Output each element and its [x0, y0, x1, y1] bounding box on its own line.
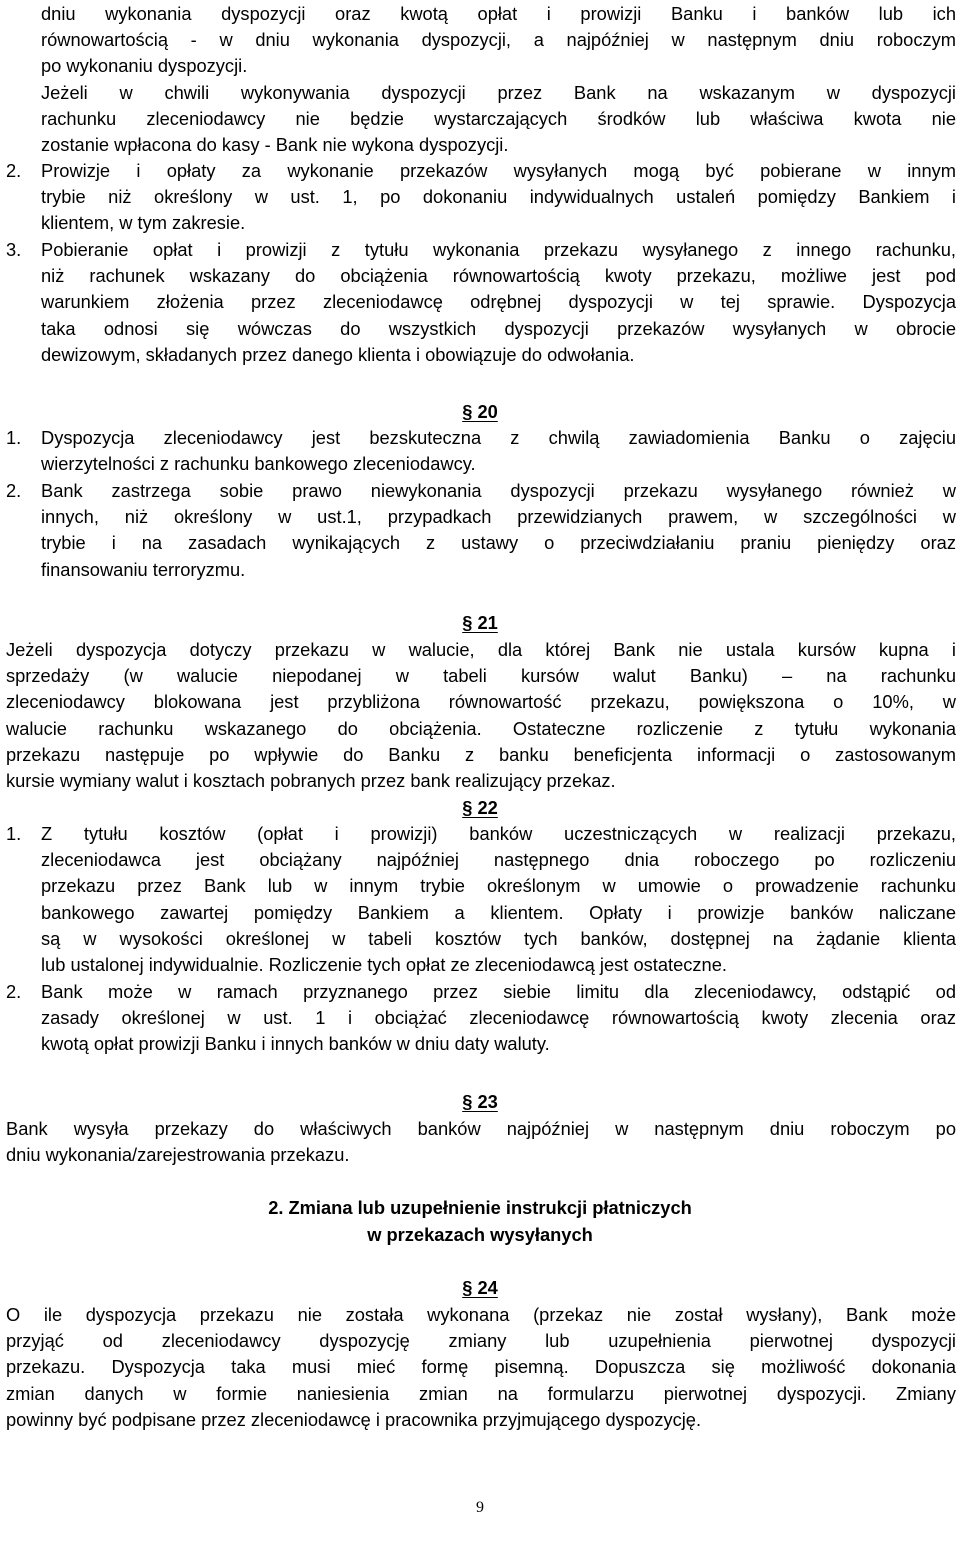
s20-item-1: [6, 425, 956, 477]
text-line: przekazu przez Bank lub w innym trybie określonym w umowie o prowadzenie rachunku: [41, 875, 956, 897]
item-number: 3.: [6, 239, 22, 260]
s22-item-1: [6, 821, 956, 978]
text-line: klientem, w tym zakresie.: [41, 212, 246, 234]
item-number: 1.: [6, 823, 22, 844]
text-line: dewizowym, składanych przez danego klienta i obowiązuje do odwołania.: [41, 343, 635, 365]
text-line: powinny być podpisane przez zleceniodawcę i pracownika przyjmującego dyspozycję.: [6, 1408, 702, 1430]
text-line: zmian danych w formie naniesienia zmian na formularzu pierwotnej dyspozycji. Zmiany: [6, 1382, 956, 1404]
text-line: równowartością - w dniu wykonania dyspozycji, a najpóźniej w następnym dniu roboczym: [41, 29, 956, 51]
text-line: przyjąć od zleceniodawcy dyspozycję zmiany lub uzupełnienia pierwotnej dyspozycji: [6, 1330, 956, 1352]
text-line: Prowizje i opłaty za wykonanie przekazów wysyłanych mogą być pobierane w innym: [41, 160, 956, 181]
text-line: sprzedaży (w walucie niepodanej w tabeli kursów walut Banku) – na rachunku: [6, 665, 956, 687]
text-line: wierzytelności z rachunku bankowego zleceniodawcy.: [41, 453, 476, 475]
text-line: trybie niż określony w ust. 1, po dokonaniu indywidualnych ustaleń pomiędzy Bankiem i: [41, 186, 956, 208]
text-line: Jeżeli w chwili wykonywania dyspozycji przez Bank na wskazanym w dyspozycji: [41, 81, 956, 103]
text-line: lub ustalonej indywidualnie. Rozliczenie tych opłat ze zleceniodawcą jest ostateczne.: [41, 954, 727, 976]
text-line: Pobieranie opłat i prowizji z tytułu wykonania przekazu wysyłanego z innego rachunku,: [41, 239, 956, 260]
heading-line: 2. Zmiana lub uzupełnienie instrukcji płatniczych: [268, 1197, 692, 1218]
s23-paragraph: [6, 1116, 956, 1168]
text-line: O ile dyspozycja przekazu nie została wykonana (przekaz nie został wysłany), Bank może: [6, 1304, 956, 1325]
text-line: innych, niż określony w ust.1, przypadkach przewidzianych prawem, w szczególności w: [41, 506, 956, 528]
text-line: przekazu. Dyspozycja taka musi mieć formę pisemną. Dopuszcza się możliwość dokonania: [6, 1356, 956, 1378]
text-line: dniu wykonania/zarejestrowania przekazu.: [6, 1144, 350, 1166]
list-item-3: [6, 237, 956, 368]
text-line: Bank zastrzega sobie prawo niewykonania dyspozycji przekazu wysyłanego również w: [41, 480, 956, 501]
section-title-24: § 24: [462, 1277, 498, 1298]
text-line: rachunku zleceniodawcy nie będzie wystarczających środków lub właściwa kwota nie: [41, 107, 956, 129]
list-item-2: [6, 158, 956, 237]
text-line: są w wysokości określonej w tabeli kosztów tych banków, dostępnej na żądanie klienta: [41, 927, 956, 949]
section-title-21: § 21: [462, 612, 498, 633]
section-title-20: § 20: [462, 401, 498, 422]
text-line: po wykonaniu dyspozycji.: [41, 55, 248, 77]
text-line: kwotą opłat prowizji Banku i innych banków w dniu daty waluty.: [41, 1033, 550, 1055]
text-line: zleceniodawca jest obciążany najpóźniej następnego dnia roboczego po rozliczeniu: [41, 849, 956, 871]
text-line: Jeżeli dyspozycja dotyczy przekazu w walucie, dla której Bank nie ustala kursów kupna i: [6, 639, 956, 660]
page-number: 9: [476, 1499, 484, 1516]
text-line: Bank może w ramach przyznanego przez siebie limitu dla zleceniodawcy, odstąpić od: [41, 981, 956, 1002]
s21-paragraph: [6, 637, 956, 794]
item-number: 2.: [6, 480, 22, 501]
text-line: zleceniodawcy blokowana jest przybliżona równowartość przekazu, powiększona o 10%, w: [6, 691, 956, 713]
chapter-heading: [0, 1195, 960, 1248]
heading-line: w przekazach wysyłanych: [367, 1223, 593, 1245]
item-number: 2.: [6, 981, 22, 1002]
text-line: zasady określonej w ust. 1 i obciążać zleceniodawcę równowartością kwoty zlecenia oraz: [41, 1007, 956, 1029]
text-line: trybie i na zasadach wynikających z ustawy o przeciwdziałaniu praniu pieniędzy oraz: [41, 532, 956, 554]
text-line: bankowego zawartej pomiędzy Bankiem a klientem. Opłaty i prowizje banków naliczane: [41, 901, 956, 923]
text-line: walucie rachunku wskazanego do obciążenia. Ostateczne rozliczenie z tytułu wykonania: [6, 717, 956, 739]
text-line: finansowaniu terroryzmu.: [41, 558, 246, 580]
text-line: przekazu następuje po wpływie do Banku z banku beneficjenta informacji o zastosowanym: [6, 743, 956, 765]
text-line: Z tytułu kosztów (opłat i prowizji) banków uczestniczących w realizacji przekazu,: [41, 823, 956, 844]
item-number: 2.: [6, 160, 22, 181]
s22-item-2: [6, 979, 956, 1058]
text-line: kursie wymiany walut i kosztach pobranych przez bank realizujący przekaz.: [6, 770, 616, 792]
text-line: dniu wykonania dyspozycji oraz kwotą opłat i prowizji Banku i banków lub ich: [41, 3, 956, 24]
item-number: 1.: [6, 427, 22, 448]
text-line: zostanie wpłacona do kasy - Bank nie wykona dyspozycji.: [41, 134, 509, 156]
s20-item-2: [6, 478, 956, 583]
text-line: warunkiem złożenia przez zleceniodawcę odrębnej dyspozycji w tej sprawie. Dyspozycja: [41, 291, 956, 313]
continuation-paragraph: [41, 1, 956, 158]
section-title-22: § 22: [462, 797, 498, 818]
section-title-23: § 23: [462, 1091, 498, 1112]
text-line: niż rachunek wskazany do obciążenia równowartością kwoty przekazu, możliwe jest pod: [41, 265, 956, 287]
text-line: Dyspozycja zleceniodawcy jest bezskuteczna z chwilą zawiadomienia Banku o zajęciu: [41, 427, 956, 448]
text-line: taka odnosi się wówczas do wszystkich dyspozycji przekazów wysyłanych w obrocie: [41, 317, 956, 339]
s24-paragraph: [6, 1302, 956, 1433]
text-line: Bank wysyła przekazy do właściwych banków najpóźniej w następnym dniu roboczym po: [6, 1118, 956, 1139]
